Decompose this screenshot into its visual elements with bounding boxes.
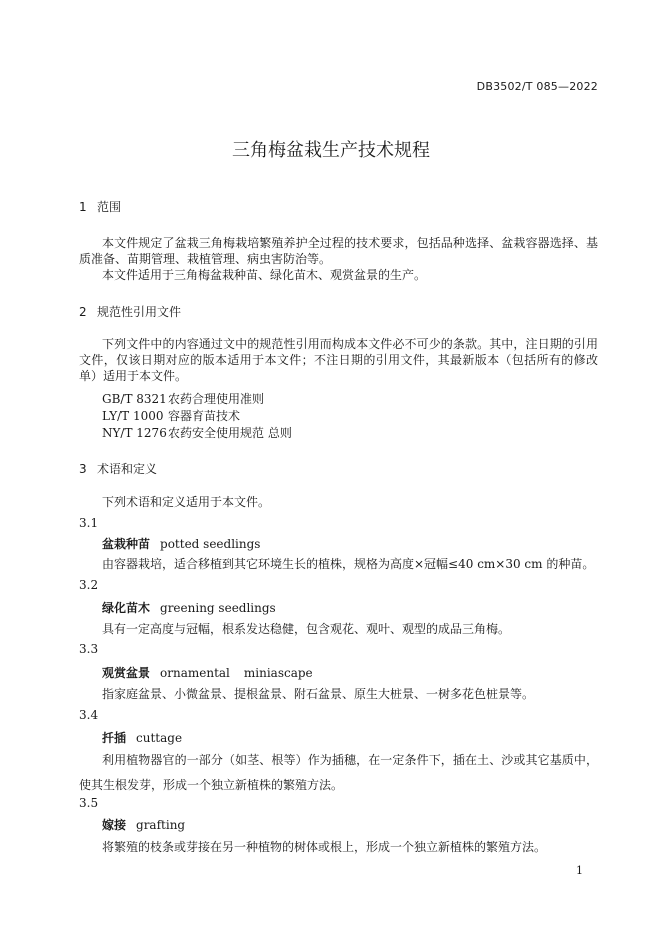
term-number: 3.4	[79, 708, 99, 722]
page-number: 1	[576, 864, 583, 877]
reference-code: LY/T 1000	[102, 409, 164, 423]
term-definition: 利用植物器官的一部分（如茎、根等）作为插穗，在一定条件下，插在土、沙或其它基质中，使其生根发芽，形成一个独立新植株的繁殖方法。	[79, 753, 598, 792]
term-chinese: 观赏盆景	[102, 666, 151, 680]
term-entry	[102, 599, 276, 616]
section-number: 1	[79, 200, 87, 214]
term-entry	[102, 816, 185, 833]
term-english: potted seedlings	[160, 537, 261, 551]
standard-number: DB3502/T 085—2022	[476, 80, 598, 93]
section-title: 规范性引用文件	[97, 305, 182, 319]
section-heading-scope	[79, 198, 121, 215]
term-english: grafting	[136, 818, 186, 832]
terms-intro: 下列术语和定义适用于本文件。	[102, 495, 271, 509]
term-chinese: 盆栽种苗	[102, 537, 151, 551]
reference-code: GB/T 8321	[102, 392, 167, 406]
term-number: 3.3	[79, 642, 99, 656]
scope-paragraph-1: 本文件规定了盆栽三角梅栽培繁殖养护全过程的技术要求，包括品种选择、盆栽容器选择、基质准备、苗期管理、栽植管理、病虫害防治等。	[79, 236, 598, 266]
reference-name: 容器育苗技术	[168, 409, 241, 423]
term-entry	[102, 535, 260, 552]
term-entry	[102, 729, 182, 746]
reference-item	[102, 390, 264, 407]
term-entry	[102, 664, 313, 681]
term-english-alt: miniascape	[243, 666, 313, 680]
term-number: 3.1	[79, 516, 99, 530]
term-definition: 具有一定高度与冠幅，根系发达稳健，包含观花、观叶、观型的成品三角梅。	[102, 622, 511, 636]
section-heading-normative-references	[79, 303, 181, 320]
reference-item	[102, 424, 292, 441]
section-title: 术语和定义	[97, 462, 158, 476]
term-number: 3.5	[79, 796, 99, 810]
term-english: greening seedlings	[160, 601, 276, 615]
document-title: 三角梅盆栽生产技术规程	[232, 140, 430, 161]
references-paragraph: 下列文件中的内容通过文中的规范性引用而构成本文件必不可少的条款。其中，注日期的引用文件，仅该日期对应的版本适用于本文件；不注日期的引用文件，其最新版本（包括所有的修改单）适用于本文件。	[79, 337, 598, 383]
term-chinese: 绿化苗木	[102, 601, 151, 615]
reference-name: 农药安全使用规范 总则	[168, 426, 292, 440]
section-number: 3	[79, 462, 87, 476]
term-chinese: 嫁接	[102, 818, 127, 832]
section-heading-terms	[79, 460, 157, 477]
term-english: cuttage	[136, 731, 183, 745]
term-number: 3.2	[79, 578, 99, 592]
section-number: 2	[79, 305, 87, 319]
section-title: 范围	[97, 200, 122, 214]
term-definition: 由容器栽培，适合移植到其它环境生长的植株，规格为高度×冠幅≤40 cm×30 cm 的种苗。	[102, 557, 595, 571]
reference-name: 农药合理使用准则	[168, 392, 265, 406]
term-definition: 指家庭盆景、小微盆景、提根盆景、附石盆景、原生大桩景、一树多花色桩景等。	[102, 687, 535, 701]
reference-code: NY/T 1276	[102, 426, 167, 440]
term-english: ornamental	[160, 666, 230, 680]
term-chinese: 扦插	[102, 731, 127, 745]
term-definition: 将繁殖的枝条或芽接在另一种植物的树体或根上，形成一个独立新植株的繁殖方法。	[102, 840, 547, 854]
reference-item	[102, 407, 240, 424]
scope-paragraph-2: 本文件适用于三角梅盆栽种苗、绿化苗木、观赏盆景的生产。	[102, 268, 427, 282]
